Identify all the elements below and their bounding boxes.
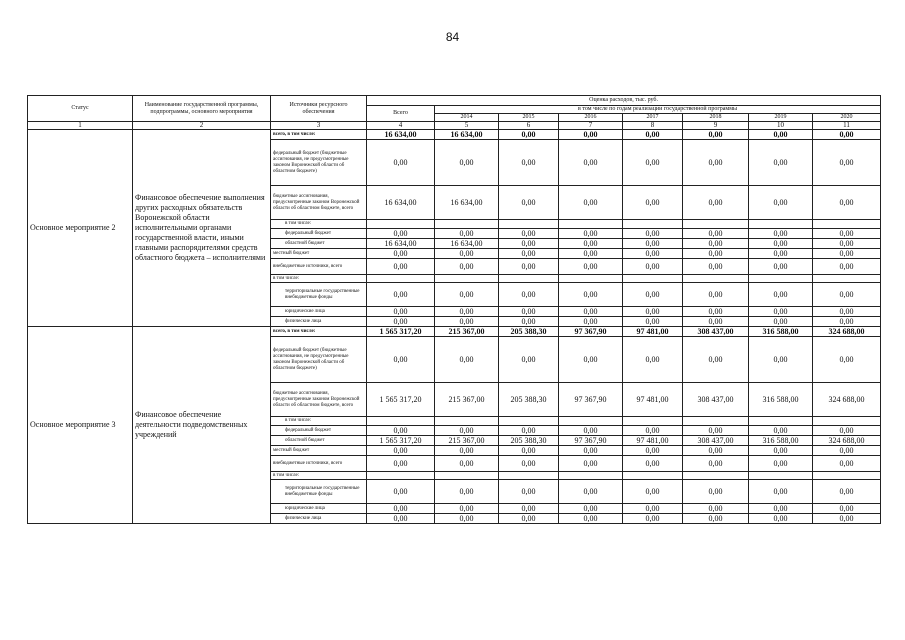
value-year: 0,00 — [559, 283, 623, 307]
column-number: 9 — [683, 122, 749, 130]
value-year: 0,00 — [813, 259, 881, 275]
value-year: 0,00 — [435, 504, 499, 514]
value-year: 0,00 — [813, 140, 881, 186]
value-year: 0,00 — [749, 130, 813, 140]
source-label: бюджетные ассигнования, предусмотренные законом Воронежской области об областном бюджете, всего — [271, 186, 367, 220]
value-year: 0,00 — [683, 249, 749, 259]
value-year: 0,00 — [435, 140, 499, 186]
value-year — [683, 417, 749, 426]
value-year: 0,00 — [813, 337, 881, 383]
value-total: 16 634,00 — [367, 130, 435, 140]
value-year: 0,00 — [623, 446, 683, 456]
value-total: 0,00 — [367, 259, 435, 275]
source-label: физические лица — [271, 317, 367, 327]
value-year: 97 481,00 — [623, 383, 683, 417]
budget-table — [27, 95, 881, 524]
value-year: 0,00 — [813, 317, 881, 327]
column-number: 6 — [499, 122, 559, 130]
value-year: 0,00 — [499, 446, 559, 456]
value-year: 0,00 — [749, 283, 813, 307]
value-year: 0,00 — [499, 259, 559, 275]
value-year: 0,00 — [623, 283, 683, 307]
value-year: 0,00 — [683, 186, 749, 220]
value-year: 0,00 — [623, 514, 683, 524]
value-year: 0,00 — [683, 426, 749, 436]
value-year: 0,00 — [813, 130, 881, 140]
table-row — [28, 130, 881, 140]
value-year: 324 688,00 — [813, 383, 881, 417]
value-year — [813, 472, 881, 480]
value-year: 0,00 — [813, 229, 881, 239]
value-total: 0,00 — [367, 480, 435, 504]
value-year — [749, 417, 813, 426]
value-year — [499, 275, 559, 283]
section-name: Финансовое обеспечение деятельности подведомственных учреждений — [133, 327, 271, 524]
value-total — [367, 275, 435, 283]
value-year — [499, 472, 559, 480]
value-year: 0,00 — [623, 249, 683, 259]
column-number: 5 — [435, 122, 499, 130]
value-year: 0,00 — [623, 259, 683, 275]
value-year — [559, 220, 623, 229]
value-year: 0,00 — [683, 229, 749, 239]
value-year: 0,00 — [683, 307, 749, 317]
value-total: 0,00 — [367, 426, 435, 436]
value-year: 0,00 — [683, 514, 749, 524]
value-year: 308 437,00 — [683, 327, 749, 337]
value-year: 0,00 — [499, 337, 559, 383]
value-total — [367, 220, 435, 229]
value-year: 0,00 — [749, 426, 813, 436]
value-year: 0,00 — [623, 140, 683, 186]
value-year: 0,00 — [749, 307, 813, 317]
value-year — [559, 472, 623, 480]
value-year: 0,00 — [813, 283, 881, 307]
source-label: федеральный бюджет — [271, 426, 367, 436]
value-year: 0,00 — [435, 337, 499, 383]
value-year: 215 367,00 — [435, 327, 499, 337]
source-label: федеральный бюджет — [271, 229, 367, 239]
value-year: 0,00 — [623, 480, 683, 504]
value-year — [499, 417, 559, 426]
value-year: 0,00 — [499, 317, 559, 327]
value-year: 0,00 — [749, 249, 813, 259]
source-label: юридические лица — [271, 307, 367, 317]
source-label: областной бюджет — [271, 436, 367, 446]
value-year: 0,00 — [499, 186, 559, 220]
source-label: всего, в том числе: — [271, 327, 367, 337]
value-year: 0,00 — [499, 307, 559, 317]
value-year: 97 481,00 — [623, 436, 683, 446]
value-year: 0,00 — [623, 229, 683, 239]
header-by-year: в том числе по годам реализации государственной программы — [435, 106, 881, 114]
value-year: 0,00 — [683, 317, 749, 327]
column-number: 8 — [623, 122, 683, 130]
column-number: 10 — [749, 122, 813, 130]
value-year: 0,00 — [435, 307, 499, 317]
value-year: 16 634,00 — [435, 130, 499, 140]
value-year — [683, 275, 749, 283]
value-year — [435, 417, 499, 426]
value-year: 0,00 — [559, 307, 623, 317]
header-year: 2016 — [559, 114, 623, 122]
value-year: 0,00 — [435, 514, 499, 524]
value-total: 1 565 317,20 — [367, 436, 435, 446]
value-total — [367, 472, 435, 480]
column-number: 7 — [559, 122, 623, 130]
header-year: 2014 — [435, 114, 499, 122]
value-total: 16 634,00 — [367, 186, 435, 220]
value-year — [623, 472, 683, 480]
value-total: 0,00 — [367, 249, 435, 259]
table-body — [28, 130, 881, 524]
value-year: 0,00 — [813, 456, 881, 472]
value-year: 0,00 — [683, 456, 749, 472]
value-year: 0,00 — [559, 259, 623, 275]
value-year: 0,00 — [559, 456, 623, 472]
value-total — [367, 417, 435, 426]
value-year: 0,00 — [813, 239, 881, 249]
value-total: 0,00 — [367, 337, 435, 383]
value-total: 0,00 — [367, 307, 435, 317]
value-year: 324 688,00 — [813, 327, 881, 337]
section-status: Основное мероприятие 3 — [28, 327, 133, 524]
value-year — [623, 417, 683, 426]
value-year — [813, 417, 881, 426]
value-year: 0,00 — [559, 317, 623, 327]
value-year — [749, 472, 813, 480]
header-year: 2018 — [683, 114, 749, 122]
value-year — [435, 220, 499, 229]
value-year: 0,00 — [435, 456, 499, 472]
value-year: 316 588,00 — [749, 436, 813, 446]
column-number: 1 — [28, 122, 133, 130]
value-year: 0,00 — [559, 446, 623, 456]
value-year: 0,00 — [749, 446, 813, 456]
value-year: 0,00 — [435, 480, 499, 504]
value-total: 0,00 — [367, 283, 435, 307]
source-label: юридические лица — [271, 504, 367, 514]
value-year: 0,00 — [623, 186, 683, 220]
source-label: областной бюджет — [271, 239, 367, 249]
value-year: 0,00 — [623, 317, 683, 327]
header-year: 2019 — [749, 114, 813, 122]
value-year: 0,00 — [749, 317, 813, 327]
value-total: 0,00 — [367, 456, 435, 472]
value-year: 97 481,00 — [623, 327, 683, 337]
value-year: 0,00 — [559, 480, 623, 504]
value-year: 0,00 — [623, 130, 683, 140]
value-year: 0,00 — [435, 229, 499, 239]
value-year: 215 367,00 — [435, 436, 499, 446]
value-year — [683, 472, 749, 480]
value-year: 324 688,00 — [813, 436, 881, 446]
value-year: 0,00 — [499, 480, 559, 504]
value-total: 0,00 — [367, 504, 435, 514]
source-label: физические лица — [271, 514, 367, 524]
header-status: Статус — [28, 96, 133, 122]
value-year: 0,00 — [683, 480, 749, 504]
value-year: 0,00 — [499, 283, 559, 307]
value-year: 205 388,30 — [499, 383, 559, 417]
value-year: 0,00 — [813, 307, 881, 317]
value-year: 0,00 — [499, 140, 559, 186]
value-year — [499, 220, 559, 229]
value-year: 0,00 — [683, 259, 749, 275]
value-year — [623, 275, 683, 283]
value-year — [559, 275, 623, 283]
section-status: Основное мероприятие 2 — [28, 130, 133, 327]
value-year: 0,00 — [683, 337, 749, 383]
value-year — [559, 417, 623, 426]
value-total: 0,00 — [367, 446, 435, 456]
table-header — [28, 96, 881, 130]
source-label: территориальные государственные внебюджетные фонды — [271, 480, 367, 504]
value-year: 0,00 — [623, 504, 683, 514]
value-year: 0,00 — [813, 504, 881, 514]
value-year: 0,00 — [435, 259, 499, 275]
header-year: 2017 — [623, 114, 683, 122]
column-number: 2 — [133, 122, 271, 130]
source-label: всего, в том числе: — [271, 130, 367, 140]
source-label: в том числе: — [271, 417, 367, 426]
value-year: 0,00 — [499, 426, 559, 436]
source-label: территориальные государственные внебюджетные фонды — [271, 283, 367, 307]
value-year: 0,00 — [559, 514, 623, 524]
source-label: внебюджетные источники, всего — [271, 456, 367, 472]
value-year — [623, 220, 683, 229]
value-year: 0,00 — [813, 514, 881, 524]
value-year: 0,00 — [499, 130, 559, 140]
value-year — [435, 275, 499, 283]
source-label: федеральный бюджет (бюджетные ассигнования, не предусмотренные законом Воронежской области об областном бюджете) — [271, 140, 367, 186]
value-year: 0,00 — [435, 426, 499, 436]
value-total: 1 565 317,20 — [367, 327, 435, 337]
value-year: 0,00 — [559, 504, 623, 514]
value-year: 0,00 — [623, 337, 683, 383]
column-number: 4 — [367, 122, 435, 130]
value-year: 97 367,90 — [559, 327, 623, 337]
value-year: 0,00 — [499, 239, 559, 249]
value-year: 0,00 — [683, 130, 749, 140]
value-year — [435, 472, 499, 480]
value-year: 0,00 — [623, 456, 683, 472]
value-year: 0,00 — [435, 249, 499, 259]
value-year — [683, 220, 749, 229]
value-year: 0,00 — [683, 504, 749, 514]
value-total: 0,00 — [367, 140, 435, 186]
value-year: 0,00 — [749, 504, 813, 514]
value-year: 0,00 — [559, 239, 623, 249]
value-year: 0,00 — [749, 186, 813, 220]
value-year: 0,00 — [813, 186, 881, 220]
header-estimate: Оценка расходов, тыс. руб. — [367, 96, 881, 106]
value-year — [749, 220, 813, 229]
value-year: 0,00 — [749, 229, 813, 239]
value-year: 316 588,00 — [749, 383, 813, 417]
value-year: 0,00 — [749, 337, 813, 383]
value-year: 0,00 — [435, 446, 499, 456]
value-year: 0,00 — [683, 446, 749, 456]
column-number: 3 — [271, 122, 367, 130]
value-year: 0,00 — [749, 140, 813, 186]
value-year: 0,00 — [559, 186, 623, 220]
source-label: в том числе: — [271, 472, 367, 480]
value-year: 0,00 — [623, 307, 683, 317]
source-label: федеральный бюджет (бюджетные ассигнования, не предусмотренные законом Воронежской области об областном бюджете) — [271, 337, 367, 383]
value-year: 97 367,90 — [559, 383, 623, 417]
value-year: 0,00 — [683, 239, 749, 249]
value-year: 308 437,00 — [683, 383, 749, 417]
value-year: 0,00 — [749, 480, 813, 504]
source-label: местный бюджет — [271, 249, 367, 259]
value-year: 0,00 — [683, 140, 749, 186]
page-number: 84 — [445, 30, 460, 44]
value-year — [813, 220, 881, 229]
value-year: 0,00 — [813, 426, 881, 436]
value-year: 215 367,00 — [435, 383, 499, 417]
value-year: 0,00 — [749, 456, 813, 472]
value-year: 0,00 — [499, 514, 559, 524]
value-year: 0,00 — [749, 259, 813, 275]
source-label: бюджетные ассигнования, предусмотренные законом Воронежской области об областном бюджете, всего — [271, 383, 367, 417]
source-label: местный бюджет — [271, 446, 367, 456]
value-year: 0,00 — [499, 456, 559, 472]
value-year: 0,00 — [499, 504, 559, 514]
value-year: 97 367,90 — [559, 436, 623, 446]
value-year: 0,00 — [813, 249, 881, 259]
value-year: 16 634,00 — [435, 239, 499, 249]
header-total: Всего — [367, 106, 435, 122]
value-year: 0,00 — [749, 239, 813, 249]
value-year — [813, 275, 881, 283]
value-year: 0,00 — [623, 239, 683, 249]
value-total: 0,00 — [367, 514, 435, 524]
value-year: 0,00 — [683, 283, 749, 307]
source-label: в том числе: — [271, 275, 367, 283]
value-year: 0,00 — [499, 229, 559, 239]
value-year: 0,00 — [499, 249, 559, 259]
column-number: 11 — [813, 122, 881, 130]
value-year: 0,00 — [559, 140, 623, 186]
source-label: в том числе: — [271, 220, 367, 229]
value-year: 0,00 — [559, 426, 623, 436]
value-year: 0,00 — [435, 283, 499, 307]
table-row — [28, 327, 881, 337]
value-year: 0,00 — [813, 480, 881, 504]
value-total: 16 634,00 — [367, 239, 435, 249]
header-year: 2020 — [813, 114, 881, 122]
value-year: 0,00 — [623, 426, 683, 436]
value-year: 0,00 — [749, 514, 813, 524]
value-year: 0,00 — [559, 130, 623, 140]
header-sources: Источники ресурсного обеспечения — [271, 96, 367, 122]
value-total: 0,00 — [367, 229, 435, 239]
value-year: 205 388,30 — [499, 327, 559, 337]
value-year: 0,00 — [559, 337, 623, 383]
source-label: внебюджетные источники, всего — [271, 259, 367, 275]
header-name: Наименование государственной программы, подпрограммы, основного мероприятия — [133, 96, 271, 122]
value-year: 316 588,00 — [749, 327, 813, 337]
value-year: 0,00 — [435, 317, 499, 327]
value-year: 0,00 — [559, 249, 623, 259]
header-year: 2015 — [499, 114, 559, 122]
value-year: 0,00 — [813, 446, 881, 456]
section-name: Финансовое обеспечение выполнения других расходных обязательств Воронежской области исполнительными органами государственной власти, иными главными распорядителями средств областного бюджета – исполнителями — [133, 130, 271, 327]
value-total: 0,00 — [367, 317, 435, 327]
value-total: 1 565 317,20 — [367, 383, 435, 417]
value-year — [749, 275, 813, 283]
value-year: 16 634,00 — [435, 186, 499, 220]
value-year: 308 437,00 — [683, 436, 749, 446]
value-year: 205 388,30 — [499, 436, 559, 446]
value-year: 0,00 — [559, 229, 623, 239]
